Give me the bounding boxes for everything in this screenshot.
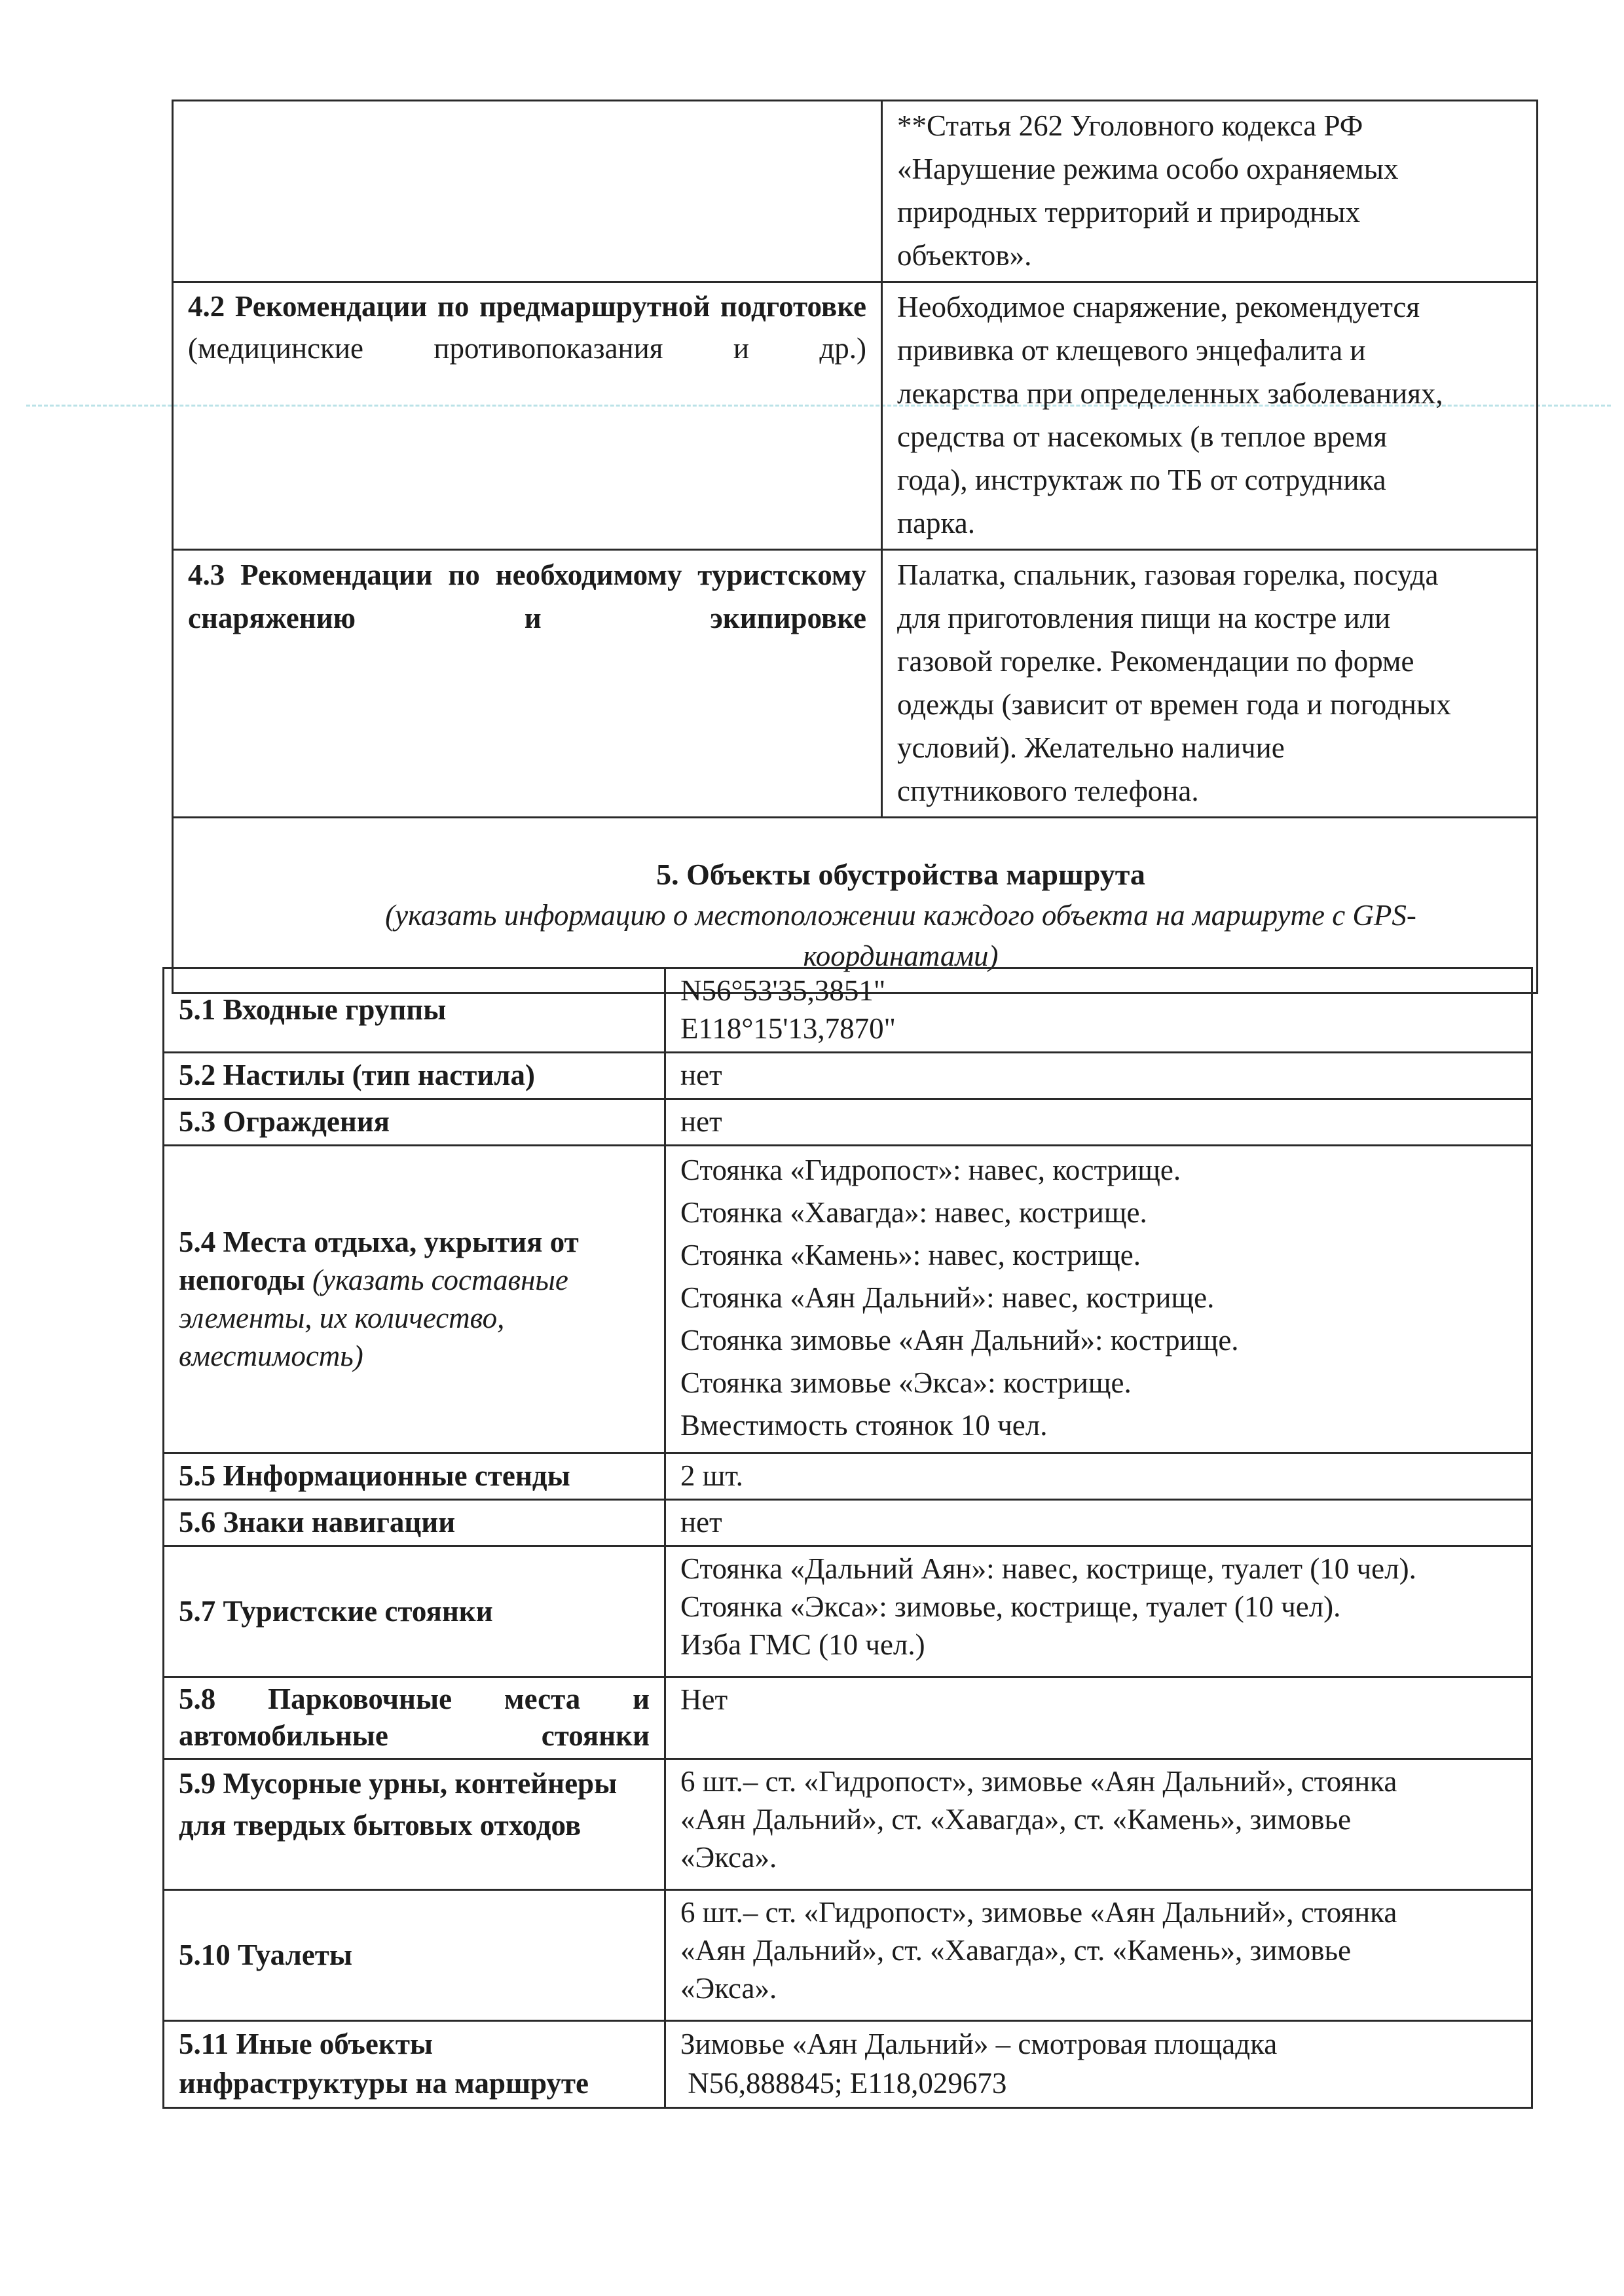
table-row: [164, 1677, 1532, 1759]
value-line: Необходимое снаряжение, рекомендуется: [897, 291, 1420, 323]
law-note-cell: [882, 101, 1538, 282]
value-line: газовой горелке. Рекомендации по форме: [897, 645, 1414, 678]
value-line: Стоянка «Дальний Аян»: навес, кострище, туалет (10 чел).: [680, 1552, 1416, 1585]
value-line: спутникового телефона.: [897, 774, 1199, 807]
object-value: нет: [665, 1099, 1532, 1146]
table-row: [164, 1146, 1532, 1453]
item-label: Рекомендации по предмаршрутной подготовке: [234, 290, 866, 323]
empty-cell: [173, 101, 882, 282]
object-value: [665, 1146, 1532, 1453]
value-line: лекарства при определенных заболеваниях,: [897, 377, 1443, 410]
object-label-cell: [164, 1146, 665, 1453]
object-value: Нет: [665, 1677, 1532, 1759]
value-line: условий). Желательно наличие: [897, 731, 1285, 764]
object-label: 5.2 Настилы (тип настила): [164, 1053, 665, 1099]
law-note-line: **Статья 262 Уголовного кодекса РФ: [897, 109, 1363, 142]
table-row: [164, 1546, 1532, 1677]
value-line: Стоянка «Камень»: навес, кострище.: [680, 1239, 1141, 1271]
object-label: 5.7 Туристские стоянки: [164, 1546, 665, 1677]
object-value: [665, 2021, 1532, 2108]
object-label: 5.9 Мусорные урны, контейнеры для твердых бытовых отходов: [164, 1759, 665, 1890]
table-row: [164, 1890, 1532, 2021]
table-row: [164, 1053, 1532, 1099]
value-line: Вместимость стоянок 10 чел.: [680, 1409, 1048, 1442]
object-value: [665, 1759, 1532, 1890]
object-label: 5.3 Ограждения: [164, 1099, 665, 1146]
object-label: 5.8 Парковочные места и автомобильные стоянки: [179, 1683, 650, 1752]
value-line: Стоянка «Аян Дальний»: навес, кострище.: [680, 1281, 1215, 1314]
value-line: 6 шт.– ст. «Гидропост», зимовье «Аян Дальний», стоянка: [680, 1896, 1397, 1929]
law-note-line: природных территорий и природных: [897, 196, 1360, 228]
section-subtitle: (указать информацию о местоположении каждого объекта на маршруте с GPS-координатами): [385, 898, 1416, 972]
section-title: 5. Объекты обустройства маршрута: [656, 857, 1145, 891]
value-line: Зимовье «Аян Дальний» – смотровая площадка: [680, 2028, 1278, 2060]
value-line: «Экса».: [680, 1841, 777, 1874]
value-line: для приготовления пищи на костре или: [897, 602, 1391, 634]
value-line: Стоянка «Экса»: зимовье, кострище, туалет (10 чел).: [680, 1590, 1341, 1623]
table-row-4-2: [173, 282, 1538, 550]
object-label-note: (указать составные элементы, их количество, вместимость): [179, 1263, 568, 1372]
object-label: 5.4 Места отдыха, укрытия от непогоды: [179, 1225, 579, 1296]
value-line: парка.: [897, 507, 975, 539]
value-cell: [882, 282, 1538, 550]
value-line: «Аян Дальний», ст. «Хавагда», ст. «Камень», зимовье: [680, 1803, 1352, 1836]
table-row: [164, 1500, 1532, 1546]
object-value: нет: [665, 1053, 1532, 1099]
value-line: N56°53'35,3851": [680, 974, 886, 1007]
value-line: средства от насекомых (в теплое время: [897, 420, 1388, 453]
value-line: Изба ГМС (10 чел.): [680, 1628, 925, 1661]
item-number: 4.3: [188, 558, 225, 591]
item-label: Рекомендации по необходимому туристскому снаряжению и экипировке: [188, 558, 867, 634]
table-row: [164, 1759, 1532, 1890]
object-label: 5.1 Входные группы: [164, 968, 665, 1053]
value-line: Стоянка зимовье «Аян Дальний»: кострище.: [680, 1324, 1239, 1357]
law-note-line: объектов».: [897, 239, 1032, 272]
value-line: N56,888845; E118,029673: [680, 2067, 1007, 2100]
value-line: Стоянка «Гидропост»: навес, кострище.: [680, 1154, 1181, 1186]
item-number: 4.2: [188, 290, 225, 323]
route-info-table-upper: [172, 100, 1538, 994]
object-value: 2 шт.: [665, 1453, 1532, 1500]
value-line: «Аян Дальний», ст. «Хавагда», ст. «Камень», зимовье: [680, 1934, 1352, 1967]
item-label-note: (медицинские противопоказания и др.): [188, 332, 866, 365]
value-line: одежды (зависит от времен года и погодных: [897, 688, 1451, 721]
table-row: [164, 2021, 1532, 2108]
table-row-4-3: [173, 550, 1538, 818]
object-value: [665, 968, 1532, 1053]
object-value: нет: [665, 1500, 1532, 1546]
object-value: [665, 1546, 1532, 1677]
value-line: Палатка, спальник, газовая горелка, посуда: [897, 558, 1439, 591]
value-line: года), инструктаж по ТБ от сотрудника: [897, 464, 1386, 496]
value-cell: [882, 550, 1538, 818]
value-line: E118°15'13,7870": [680, 1012, 896, 1045]
table-row: [164, 1099, 1532, 1146]
object-value: [665, 1890, 1532, 2021]
law-note-line: «Нарушение режима особо охраняемых: [897, 153, 1399, 185]
table-row: [164, 968, 1532, 1053]
object-label: 5.10 Туалеты: [164, 1890, 665, 2021]
value-line: 6 шт.– ст. «Гидропост», зимовье «Аян Дальний», стоянка: [680, 1765, 1397, 1798]
label-cell: [173, 550, 882, 818]
object-label: 5.6 Знаки навигации: [164, 1500, 665, 1546]
value-line: «Экса».: [680, 1972, 777, 2005]
route-objects-table: [162, 967, 1533, 2109]
object-label: 5.5 Информационные стенды: [164, 1453, 665, 1500]
table-row: [173, 101, 1538, 282]
value-line: Стоянка зимовье «Экса»: кострище.: [680, 1366, 1132, 1399]
object-label-cell: [164, 1677, 665, 1759]
table-row: [164, 1453, 1532, 1500]
label-cell: [173, 282, 882, 550]
value-line: прививка от клещевого энцефалита и: [897, 334, 1366, 367]
value-line: Стоянка «Хавагда»: навес, кострище.: [680, 1196, 1147, 1229]
object-label: 5.11 Иные объекты инфраструктуры на маршруте: [164, 2021, 665, 2108]
